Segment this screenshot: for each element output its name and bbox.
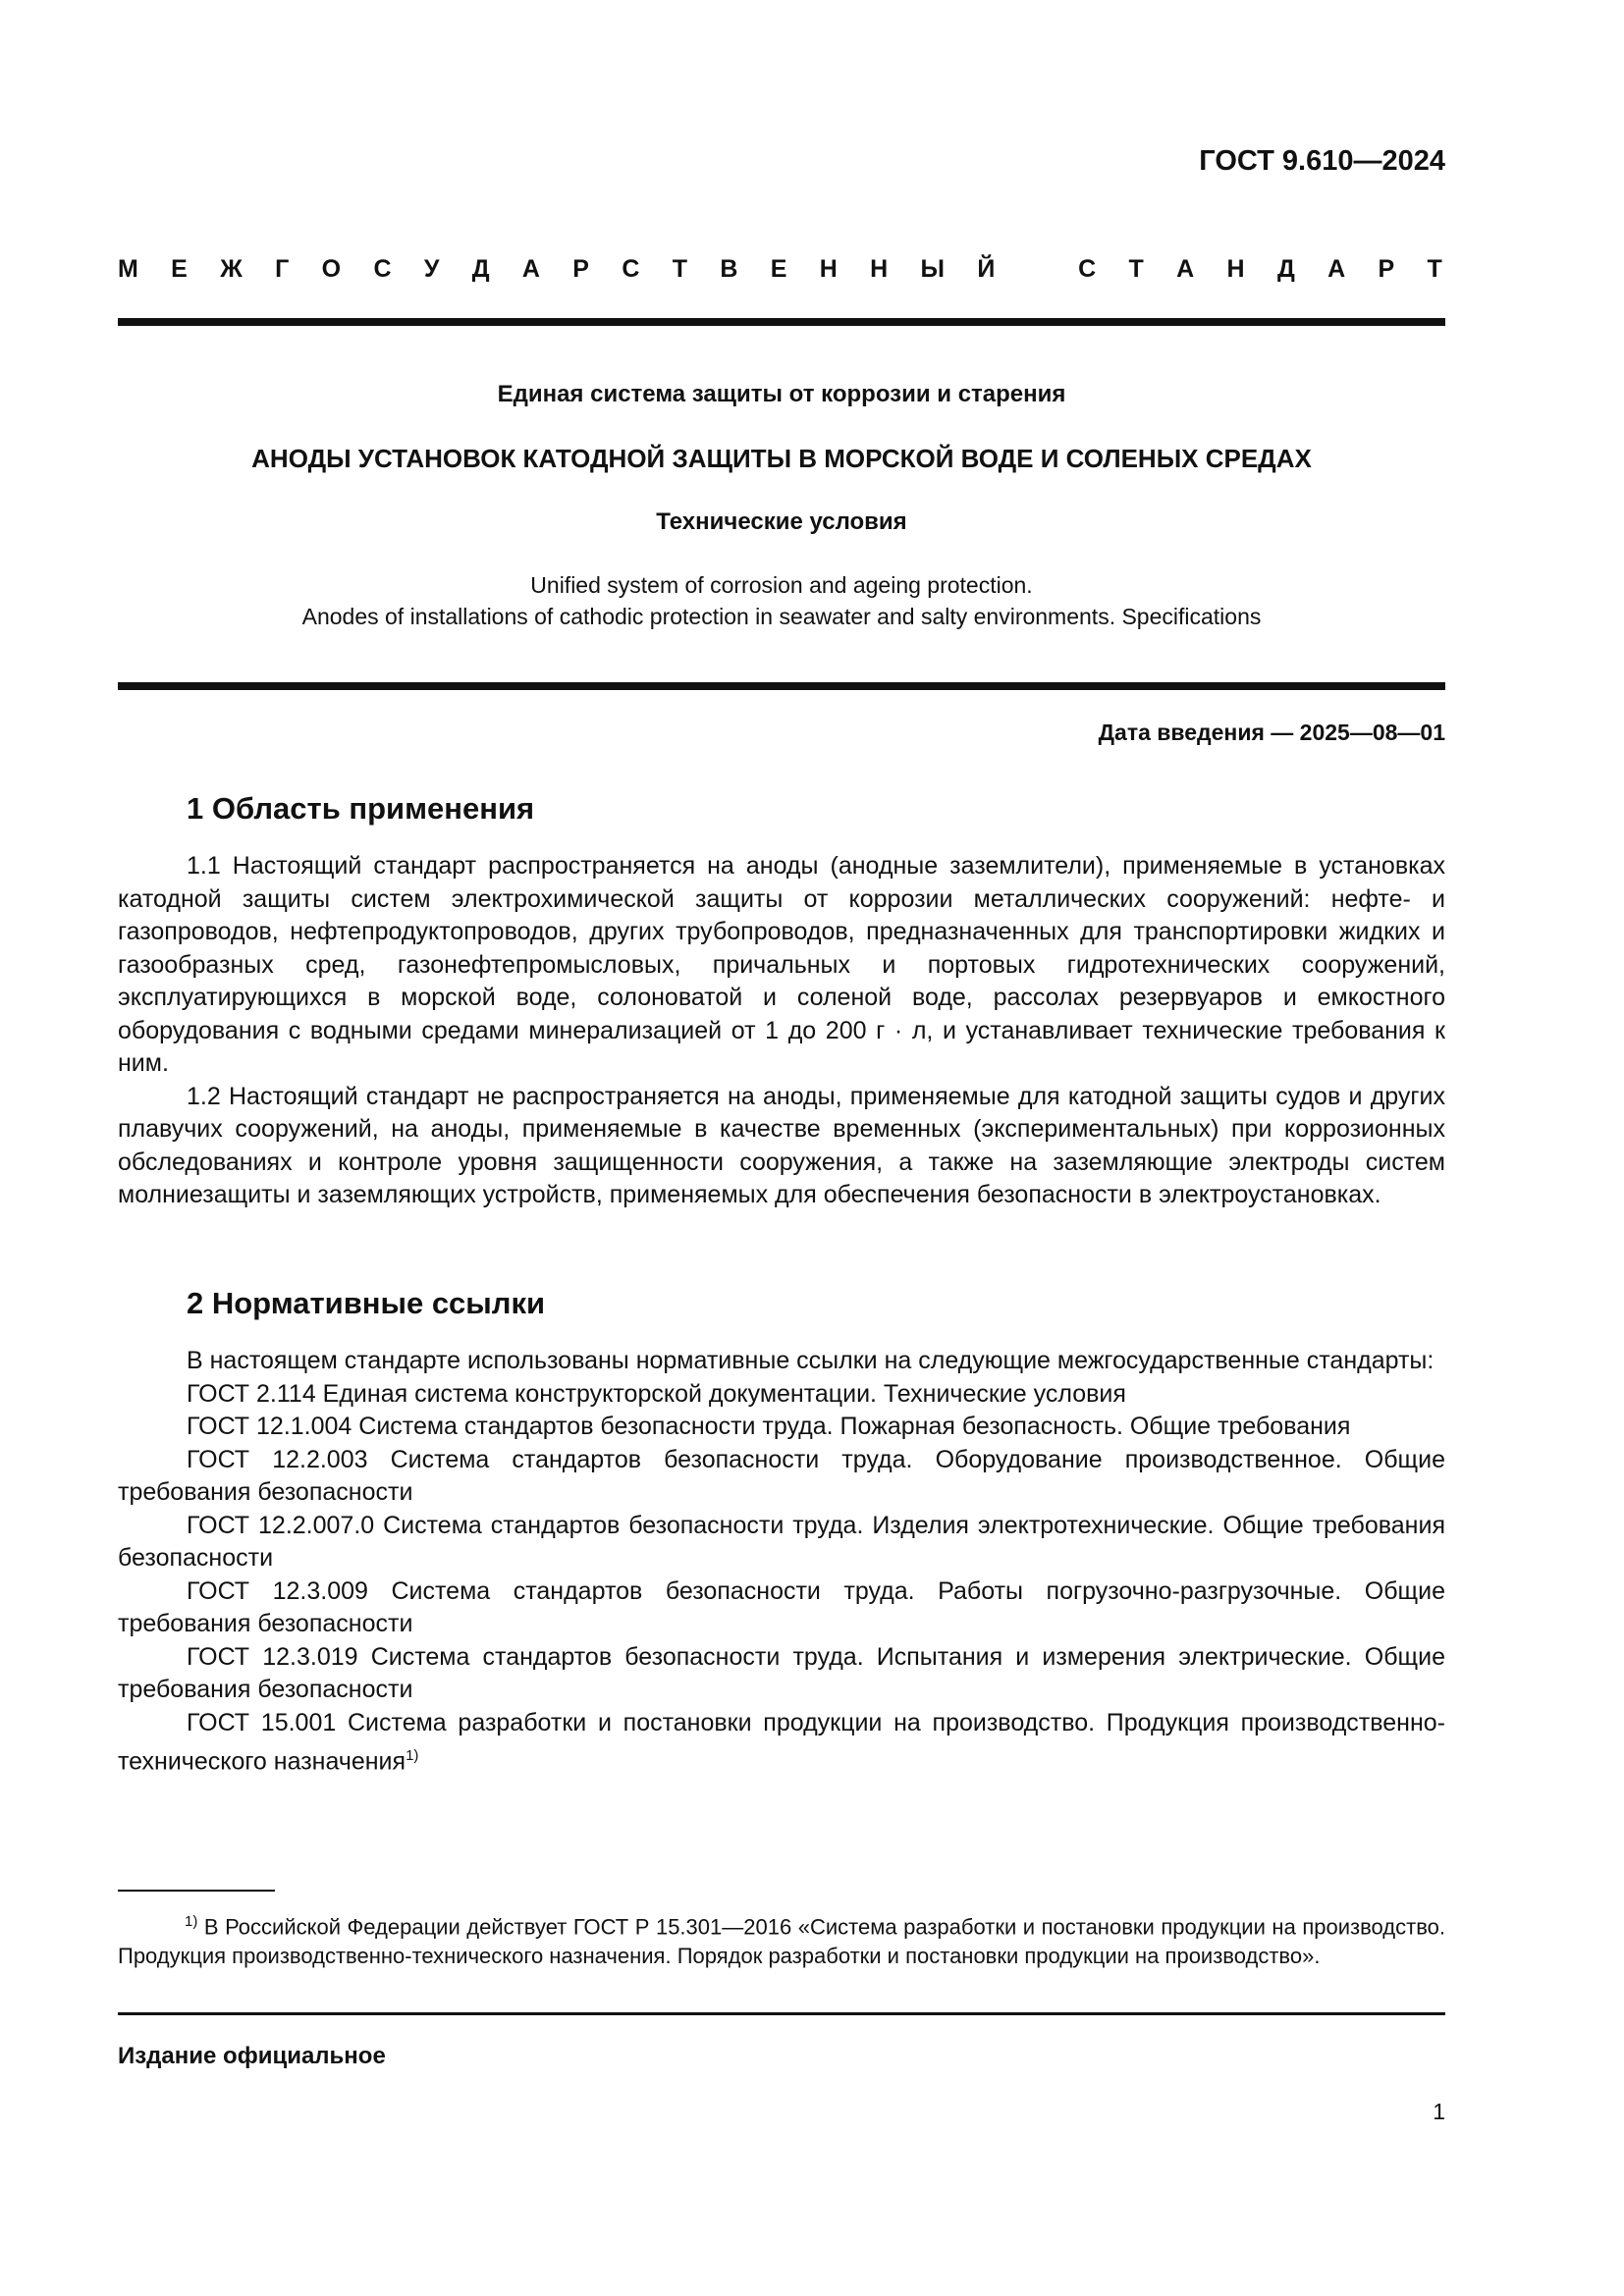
english-title [118, 569, 1445, 632]
reference-item-with-footnote [118, 1707, 1445, 1779]
section-2-heading: 2 Нормативные ссылки [187, 1286, 546, 1320]
english-title-line-1: Unified system of corrosion and ageing protection. [530, 572, 1033, 598]
section-1-body [118, 850, 1445, 1212]
standard-type-right: С Т А Н Д А Р Т [1078, 255, 1445, 283]
document-code: ГОСТ 9.610—2024 [1199, 145, 1445, 177]
section-1-heading: 1 Область применения [187, 791, 535, 826]
reference-item: ГОСТ 12.1.004 Система стандартов безопасности труда. Пожарная безопасность. Общие требования [187, 1413, 1351, 1440]
top-rule [118, 318, 1445, 326]
subtitle: Технические условия [656, 508, 907, 535]
title-bottom-rule [118, 682, 1445, 690]
standard-type-left: М Е Ж Г О С У Д А Р С Т В Е Н Н Ы Й [118, 255, 999, 283]
paragraph-1-1: 1.1 Настоящий стандарт распространяется на аноды (анодные заземлители), применяемые в установках катодной защиты систем электрохимической защиты от коррозии металлических сооружений: нефте- и газопроводов, нефтепродуктопроводов, других трубопроводов, предназначенных для транспортировки жидких и газообразных сред, газонефтепромысловых, причальных и портовых гидротехнических сооружений, эксплуатирующихся в морской воде, солоноватой и соленой воде, рассолах резервуаров и емкостного оборудования с водными средами минерализацией от 1 до 200 г · л, и устанавливает технические требования к ним. [118, 852, 1445, 1077]
main-title: АНОДЫ УСТАНОВОК КАТОДНОЙ ЗАЩИТЫ В МОРСКОЙ ВОДЕ И СОЛЕНЫХ СРЕДАХ [251, 444, 1312, 473]
section-2-body [118, 1345, 1445, 1779]
reference-item: ГОСТ 12.2.003 Система стандартов безопасности труда. Оборудование производственное. Общие требования безопасности [118, 1445, 1445, 1506]
footer-rule [118, 2012, 1445, 2015]
reference-item: ГОСТ 12.3.009 Система стандартов безопасности труда. Работы погрузочно-разгрузочные. Общие требования безопасности [118, 1576, 1445, 1637]
footnote-separator [118, 1890, 275, 1892]
english-title-line-2: Anodes of installations of cathodic protection in seawater and salty environments. Specifications [301, 604, 1262, 629]
page-number: 1 [1433, 2099, 1445, 2124]
paragraph-1-2: 1.2 Настоящий стандарт не распространяется на аноды, применяемые для катодной защиты судов и других плавучих сооружений, на аноды, применяемые в качестве временных (экспериментальных) при коррозионных обследованиях и контроле уровня защищенности сооружения, а также на заземляющие электроды систем молниезащиты и заземляющих устройств, применяемых для обеспечения безопасности в электроустановках. [118, 1082, 1445, 1208]
reference-item: ГОСТ 12.2.007.0 Система стандартов безопасности труда. Изделия электротехнические. Общие требования безопасности [118, 1511, 1445, 1572]
section-2-intro: В настоящем стандарте использованы нормативные ссылки на следующие межгосударственные стандарты: [187, 1347, 1435, 1374]
reference-text: ГОСТ 15.001 Система разработки и постановки продукции на производство. Продукция производственно-технического назначения [118, 1708, 1445, 1776]
footnote-text: В Российской Федерации действует ГОСТ Р 15.301—2016 «Система разработки и постановки продукции на производство. Продукция производственно-технического назначения. Порядок разработки и постановки продукции на производство». [118, 1914, 1445, 1969]
edition-label: Издание официальное [118, 2043, 386, 2069]
footnote-reference-mark: 1) [406, 1747, 419, 1764]
reference-item: ГОСТ 12.3.019 Система стандартов безопасности труда. Испытания и измерения электрические. Общие требования безопасности [118, 1642, 1445, 1703]
footnote [118, 1907, 1445, 1971]
footnote-mark: 1) [185, 1913, 198, 1930]
reference-item: ГОСТ 2.114 Единая система конструкторской документации. Технические условия [187, 1379, 1126, 1408]
introduction-date: Дата введения — 2025—08—01 [1098, 720, 1445, 745]
system-title: Единая система защиты от коррозии и старения [497, 381, 1066, 407]
